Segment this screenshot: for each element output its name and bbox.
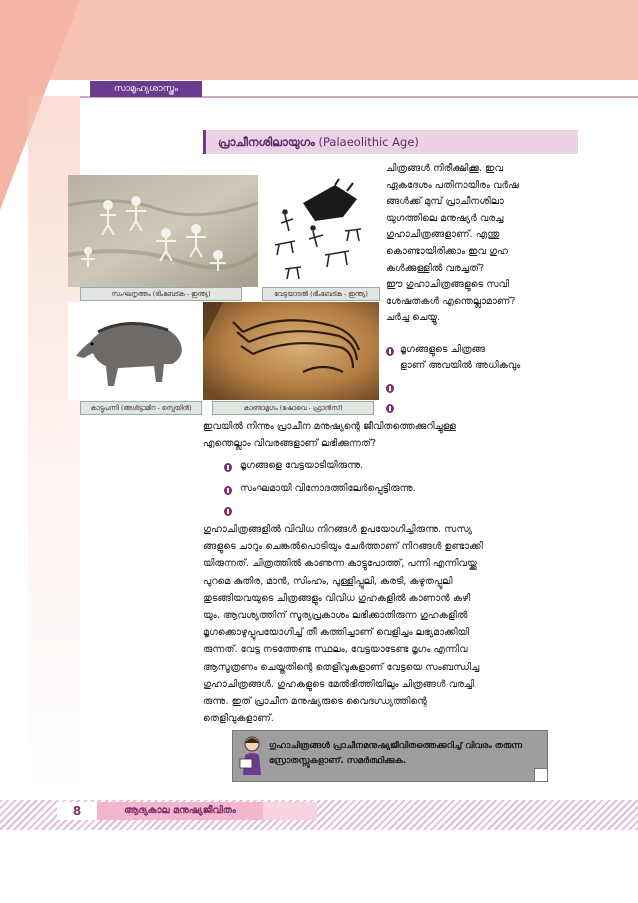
note-corner-decor (534, 768, 548, 782)
text-line: കൊണ്ടായിരിക്കാം ഇവ ഗുഹ (386, 245, 509, 257)
section-title (218, 130, 419, 154)
text-line: യുഗത്തിലെ മനുഷ്യർ വരച്ച (386, 212, 504, 224)
bullet-line: മൃഗങ്ങളുടെ ചിത്രങ്ങ (400, 344, 486, 355)
activity-note-box (232, 730, 548, 782)
wild-boar-painting (68, 302, 198, 400)
question-line: ഇവയിൽ നിന്നും പ്രാചീന മനുഷ്യന്റെ ജീവിതത്തെക്കുറിച്ചുള്ള (203, 421, 456, 432)
body-line: ആസൂത്രണം ചെയ്തതിന്റെ തെളിവുകളാണ് വേട്ടയെ സംബന്ധിച്ച (203, 661, 480, 673)
section-title-ml: പ്രാചീനശിലായുഗം (218, 135, 315, 149)
answer-1: മൃഗങ്ങളെ വേട്ടയാടിയിരുന്നു. (240, 460, 364, 471)
body-line: ഗുഹാചിത്രങ്ങളിൽ വിവിധ നിറങ്ങൾ ഉപയോഗിച്ചിരുന്നു. സസ്യ (203, 524, 472, 535)
body-line: യും. ആവശ്യത്തിന് സൂര്യപ്രകാശം ലഭിക്കാതിരുന്ന ഗുഹകളിൽ (203, 610, 468, 622)
body-paragraph (203, 521, 583, 727)
caption-rhino: കാണ്ടാമൃഗം (ഷോവെ - ഫ്രാൻസ്) (212, 401, 374, 415)
top-decor-band (0, 0, 638, 80)
text-line: ശേഷതകൾ എന്തെല്ലാമാണ്? (386, 295, 516, 307)
caption-hunting: വേട്ടയാടൽ (ഭിംബേട്ക - ഇന്ത്യ) (262, 287, 380, 301)
body-line: പുറമെ കുതിര, മാൻ, സിംഹം, പുള്ളിപ്പുലി, കരടി, കഴുതപ്പുലി (203, 575, 453, 587)
footer-bar (57, 802, 317, 820)
photo-hunting (265, 175, 377, 287)
bullet-icon (224, 463, 232, 472)
body-line: തെളിവുകളാണ്. (203, 713, 274, 725)
text-line: ങ്ങൾക്ക് മുമ്പ് പ്രാചീനശിലാ (386, 196, 504, 208)
body-line: രുന്നത്. വേട്ട നടത്തേണ്ട സ്ഥലം, വേട്ടയാടേണ്ട മൃഗം എന്നിവ (203, 644, 468, 656)
note-text (269, 739, 539, 769)
caption-wild-boar: കാട്ടുപന്നി (അൾട്ടാമിറ - സ്പെയിൻ) (80, 401, 202, 415)
body-line: ങ്ങളുടെ ചാറും ചെങ്കൽപൊടിയും ചേർത്താണ് നിറങ്ങൾ ഉണ്ടാക്കി (203, 541, 483, 553)
body-line: മൃഗക്കൊഴുപ്പുപയോഗിച്ച് തീ കത്തിച്ചാണ് വെളിച്ചം ലഭ്യമാക്കിയി (203, 627, 470, 639)
answer-2: സംഘമായി വിനോദത്തിലേർപ്പെട്ടിരുന്നു. (240, 483, 416, 494)
hunting-painting (265, 175, 377, 287)
text-line: ഗുഹാചിത്രങ്ങളാണ്. എന്തു (386, 229, 500, 241)
caption-group-dance: സംഘനൃത്തം (ഭിംബേട്ക - ഇന്ത്യ) (80, 287, 242, 301)
question-line: എന്തെല്ലാം വിവരങ്ങളാണ് ലഭിക്കുന്നത്? (203, 437, 377, 449)
text-line: ചർച്ച ചെയ്യൂ. (386, 312, 441, 324)
note-line: ഗുഹാചിത്രങ്ങൾ പ്രാചീനമനുഷ്യജീവിതത്തെക്കുറിച്ച് വിവരം തരുന്ന (269, 741, 523, 751)
photo-wild-boar (68, 302, 198, 400)
bullet-icon (386, 384, 394, 393)
bullet-icon (224, 507, 232, 516)
note-line: സ്രോതസ്സുകളാണ്. സമർത്ഥിക്കുക. (269, 756, 407, 766)
text-line: കൾക്കുള്ളിൽ വരച്ചത്? (386, 262, 485, 274)
rhino-painting (203, 302, 379, 400)
bullet-icon (386, 404, 394, 413)
body-line: രുന്നു. ഇത് പ്രാചീന മനുഷ്യരുടെ വൈദഗ്ധ്യത്തിന്റെ (203, 696, 427, 708)
bullet-icon (224, 486, 232, 495)
page-number: 8 (72, 804, 82, 818)
footer-tab-decor (263, 802, 317, 820)
photo-group-dance (68, 175, 258, 287)
bullet-line: ളാണ് അവയിൽ അധികവും (400, 360, 521, 371)
body-line: തുടങ്ങിയവയുടെ ചിത്രങ്ങളും വിവിധ ഗുഹകളിൽ കാണാൻ കഴി (203, 592, 471, 604)
student-icon (237, 735, 267, 777)
right-column-text (386, 161, 582, 327)
text-line: ഏകദേശം പതിനായിരം വർഷ (386, 179, 519, 191)
text-line: ഈ ഗുഹാചിത്രങ്ങളുടെ സവി (386, 279, 510, 291)
question-text (203, 419, 583, 452)
section-title-bar (203, 130, 578, 154)
bullet-icon (386, 347, 394, 356)
bullet-text (400, 342, 584, 374)
body-line: യിരുന്നത്. ചിത്രത്തിൽ കാണുന്ന കാട്ടുപോത്ത്, പന്നി എന്നിവയ്ക്കു (203, 558, 477, 570)
group-dance-painting (68, 175, 258, 287)
section-title-en: (Palaeolithic Age) (318, 135, 419, 149)
subject-tag: സാമൂഹ്യശാസ്ത്രം (90, 81, 202, 97)
photo-rhino (203, 302, 379, 400)
text-line: ചിത്രങ്ങൾ നിരീക്ഷിക്കൂ. ഇവ (386, 163, 503, 174)
book-title: ആദ്യകാല മനുഷ്യജീവിതം (97, 802, 263, 820)
body-line: ഗുഹാചിത്രങ്ങൾ. ഗുഹകളുടെ മേൽഭിത്തിയിലും ചിത്രങ്ങൾ വരച്ചി (203, 678, 475, 690)
